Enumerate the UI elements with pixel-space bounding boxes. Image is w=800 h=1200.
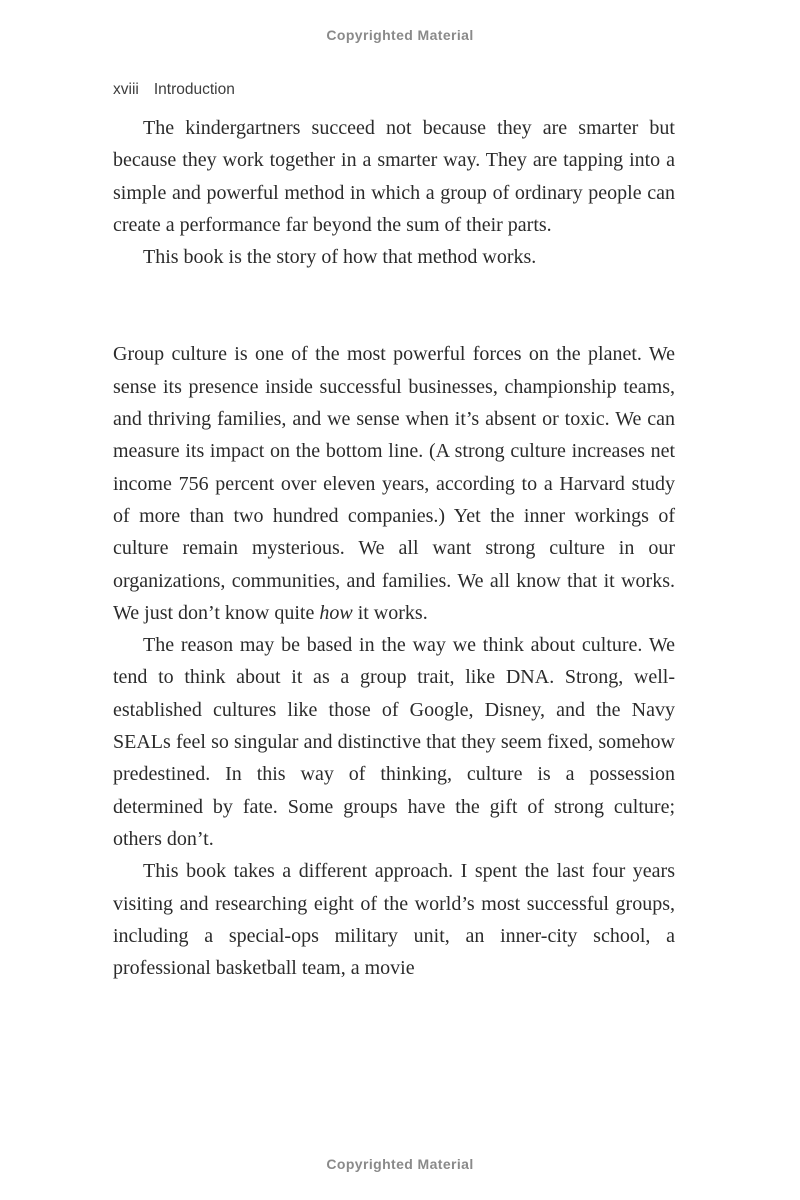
- paragraph: [113, 241, 675, 273]
- italic-text-run: how: [319, 601, 353, 624]
- paragraph: [113, 338, 675, 629]
- chapter-title: Introduction: [153, 81, 235, 98]
- page-number: xviii: [113, 81, 139, 98]
- running-header: [113, 81, 235, 99]
- copyright-notice-top: Copyrighted Material: [326, 27, 474, 43]
- text-run: This book is the story of how that method works.: [143, 246, 537, 269]
- text-run: The reason may be based in the way we think about culture. We tend to think about it as a group trait, like DNA. Strong, well-established cultures like those of Google, Disney, and the Navy SEALs feel so singular and distinctive that they seem fixed, somehow predestined. In this way of thinking, culture is a possession determined by fate. Some groups have the gift of strong culture; others don’t.: [113, 634, 675, 850]
- paragraph: [113, 112, 675, 241]
- text-run: Group culture is one of the most powerful forces on the planet. We sense its presence inside successful businesses, championship teams, and thriving families, and we sense when it’s absent or toxic. We can measure its impact on the bottom line. (A strong culture increases net income 756 percent over eleven years, according to a Harvard study of more than two hundred companies.) Yet the inner workings of culture remain mysterious. We all want strong culture in our organizations, communities, and families. We all know that it works. We just don’t know quite: [113, 343, 675, 624]
- paragraph: [113, 855, 675, 984]
- text-run: This book takes a different approach. I spent the last four years visiting and researching eight of the world’s most successful groups, including a special-ops military unit, an inner-city school, a professional basketball team, a movie: [113, 860, 675, 980]
- text-run: it works.: [352, 601, 428, 624]
- paragraph: [113, 629, 675, 855]
- page-body: [113, 112, 675, 984]
- text-run: The kindergartners succeed not because they are smarter but because they work together in a smarter way. They are tapping into a simple and powerful method in which a group of ordinary people can create a performance far beyond the sum of their parts.: [113, 117, 675, 236]
- copyright-notice-bottom: Copyrighted Material: [326, 1156, 474, 1172]
